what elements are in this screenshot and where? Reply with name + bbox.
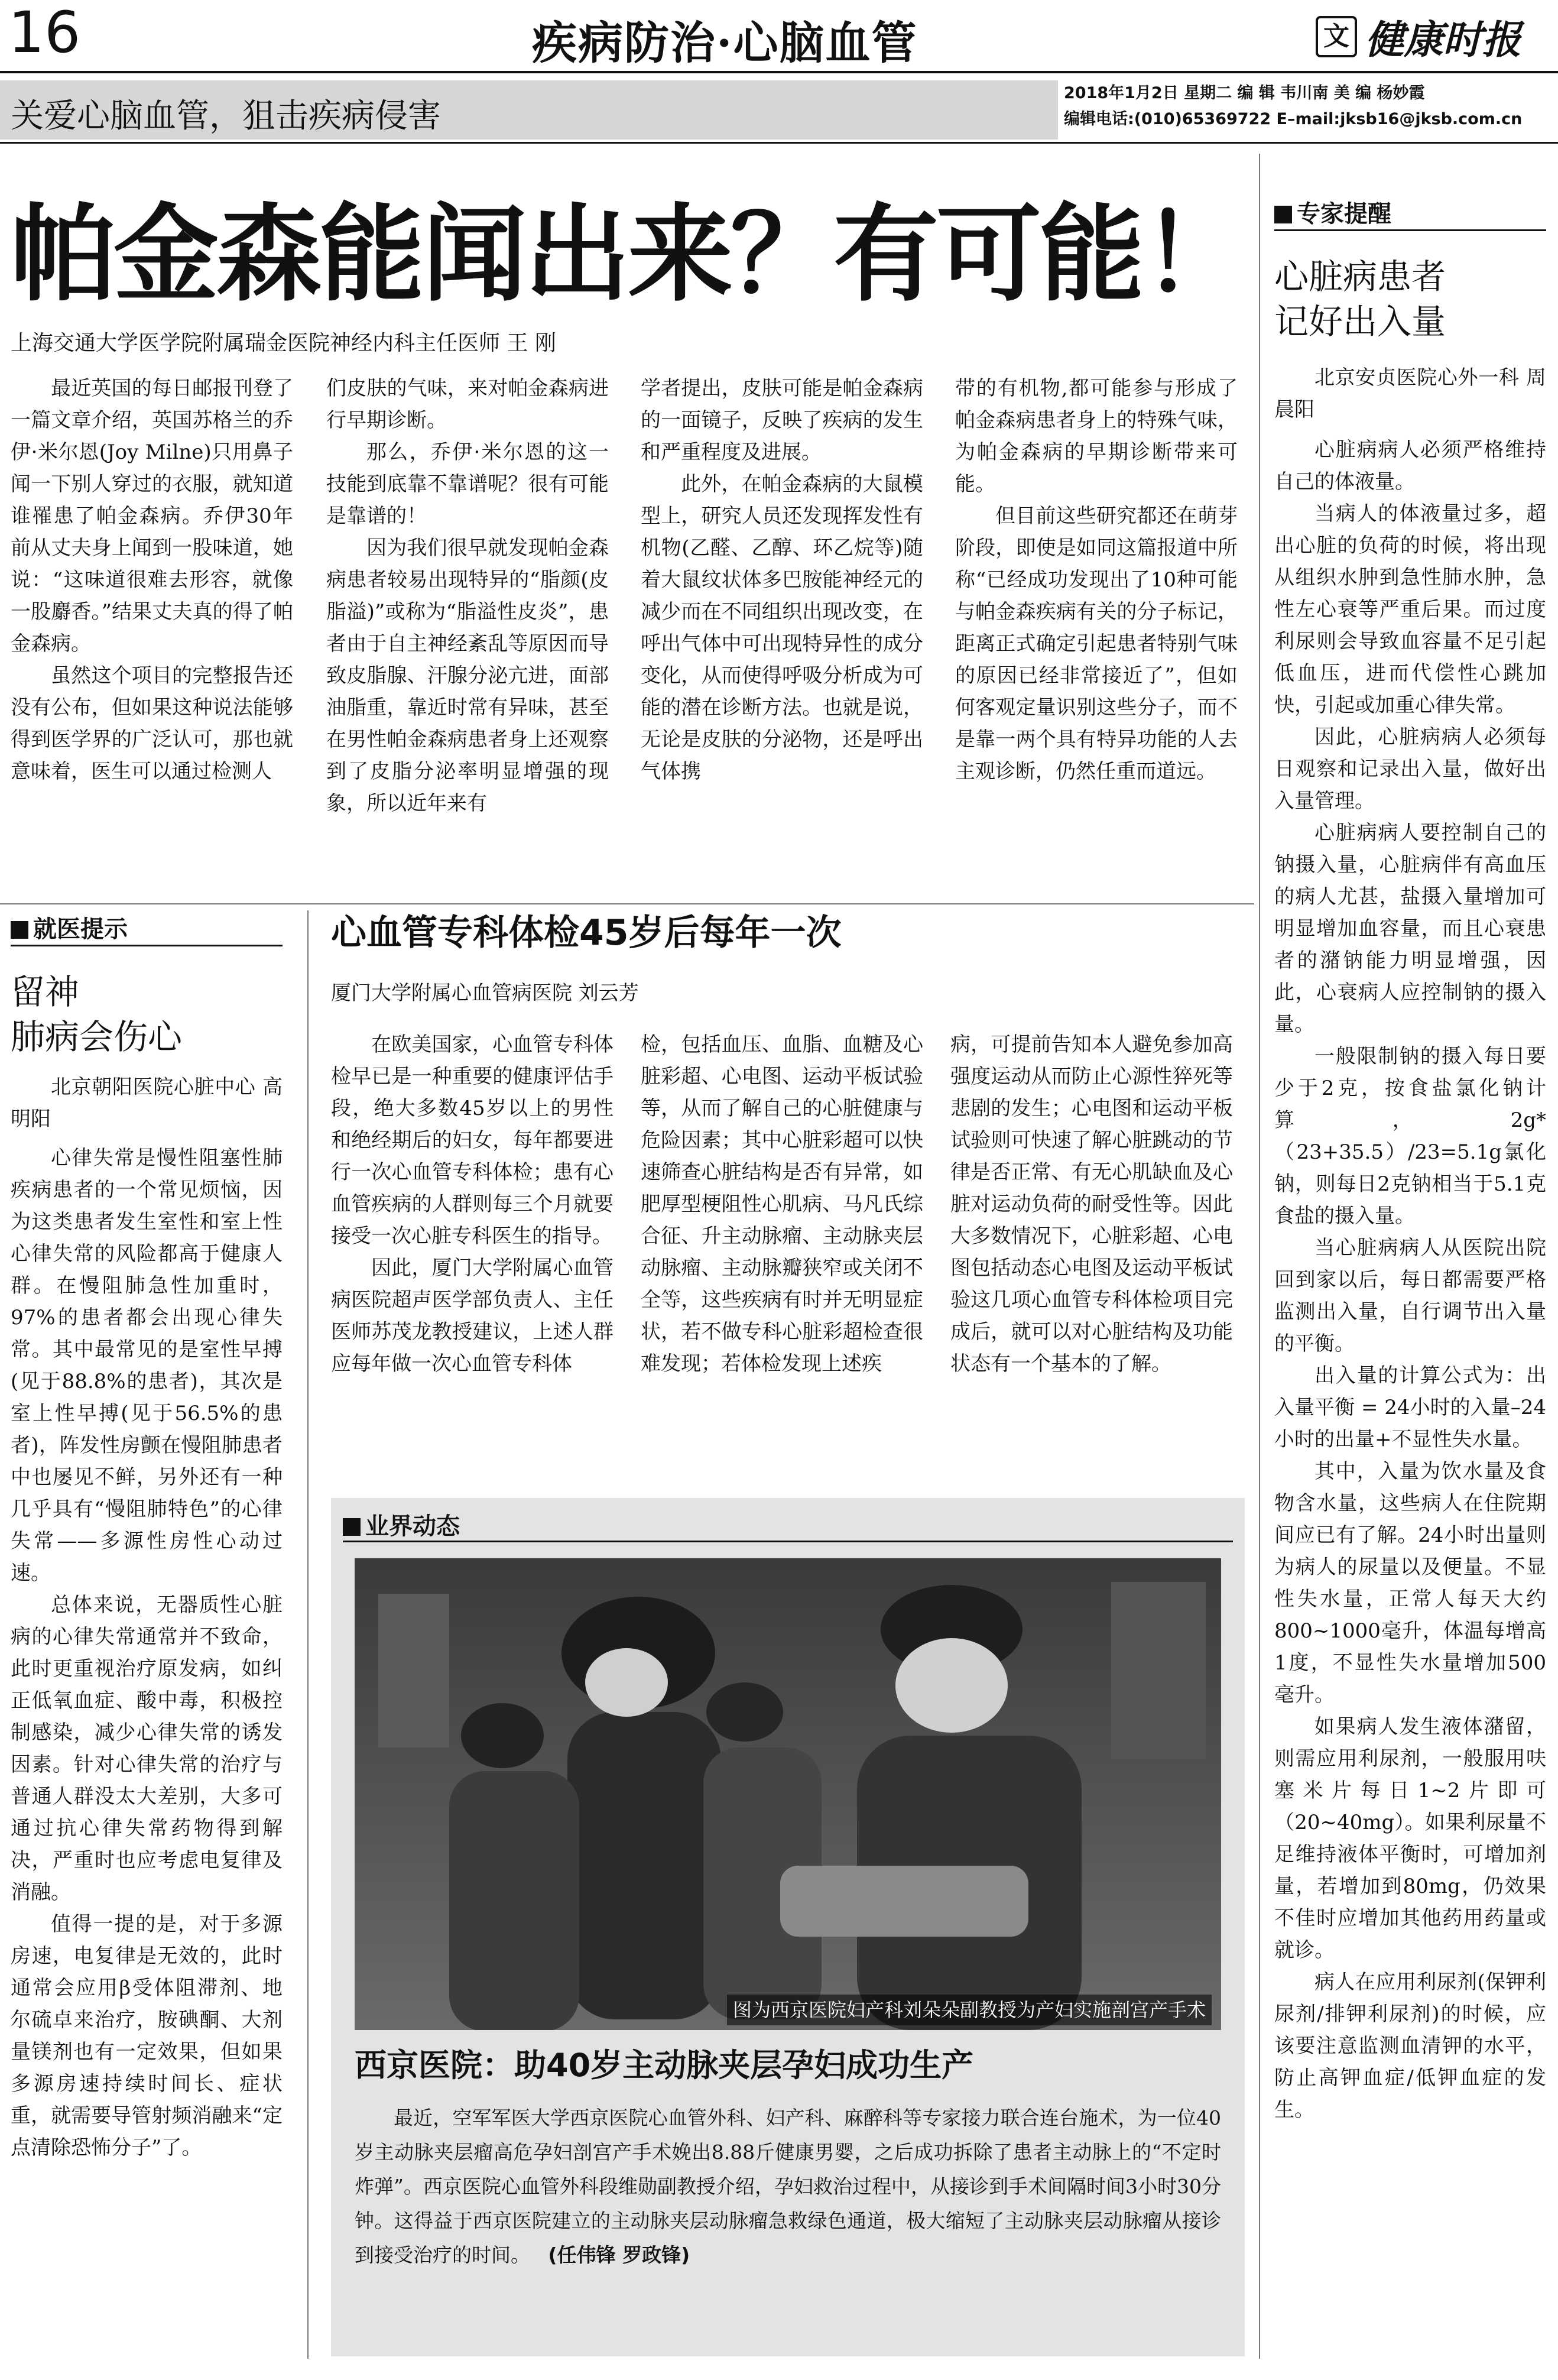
section-title: 疾病防治·心脑血管 xyxy=(532,17,918,69)
expert-paragraph: 一般限制钠的摄入每日要少于2克，按食盐氯化钠计算，2g*（23+35.5）/23=5.1g氯化钠，则每日2克钠相当于5.1克食盐的摄入量。 xyxy=(1274,1045,1546,1228)
industry-news-paragraph xyxy=(355,2101,1221,2272)
logo-text: 健康时报 xyxy=(1365,17,1521,63)
main-paragraph: 虽然这个项目的完整报告还没有公布，但如果这种说法能够得到医学界的广泛认可，那也就意味着，医生可以通过检测人 xyxy=(11,664,293,783)
main-column-2 xyxy=(326,372,609,893)
checkup-column-3 xyxy=(950,1029,1233,1478)
main-paragraph: 因为我们很早就发现帕金森病患者较易出现特异的“脂颜(皮脂溢)”或称为“脂溢性皮炎”，患者由于自主神经紊乱等原因而导致皮脂腺、汗腺分泌亢进，面部油脂重，靠近时常有异味，甚至在男性帕金森病患者身上还观察到了皮脂分泌率明显增强的现象，所以近年来有 xyxy=(326,536,609,815)
expert-paragraph: 当心脏病病人从医院出院回到家以后，每日都需要严格监测出入量，自行调节出入量的平衡。 xyxy=(1274,1236,1546,1356)
main-column-4 xyxy=(955,372,1238,893)
expert-tip-rule xyxy=(1274,229,1546,231)
main-paragraph: 们皮肤的气味，来对帕金森病进行早期诊断。 xyxy=(326,377,609,432)
header-top-rule xyxy=(0,71,1558,73)
expert-tip-body xyxy=(1274,434,1546,2355)
checkup-paragraph: 检，包括血压、血脂、血糖及心脏彩超、心电图、运动平板试验等，从而了解自己的心脏健康与危险因素；其中心脏彩超可以快速筛查心脏结构是否有异常，如肥厚型梗阻性心肌病、马凡氏综合征、升主动脉瘤、主动脉夹层动脉瘤、主动脉瓣狭窄或关闭不全等，这些疾病有时并无明显症状，若不做专科心脏彩超检查很难发现；若体检发现上述疾 xyxy=(641,1033,923,1376)
medical-tip-body xyxy=(11,1142,283,2360)
industry-news-headline: 西京医院：助40岁主动脉夹层孕妇成功生产 xyxy=(355,2047,974,2084)
page-number: 16 xyxy=(8,0,81,66)
byline-text: 北京安贞医院心外一科 周晨阳 xyxy=(1274,366,1546,421)
main-article-bottom-rule xyxy=(0,903,1254,904)
newspaper-logo xyxy=(1316,8,1521,63)
expert-paragraph: 当病人的体液量过多，超出心脏的负荷的时候，将出现从组织水肿到急性肺水肿，急性左心衰等严重后果。而过度利尿则会导致血容量不足引起低血压，进而代偿性心跳加快，引起或加重心律失常。 xyxy=(1274,502,1546,717)
sidebar-divider xyxy=(1259,154,1260,2359)
checkup-paragraph: 在欧美国家，心血管专科体检早已是一种重要的健康评估手段，绝大多数45岁以上的男性和绝经期后的妇女，每年都要进行一次心血管专科体检；患有心血管疾病的人群则每三个月就要接受一次心脏专科医生的指导。 xyxy=(331,1033,614,1248)
expert-paragraph: 如果病人发生液体潴留，则需应用利尿剂，一般服用呋塞米片每日1~2片即可（20~40mg）。如果利尿量不足维持液体平衡时，可增加剂量，若增加到80mg，仍效果不佳时应增加其他药用药量或就诊。 xyxy=(1274,1715,1546,1962)
medical-tip-headline xyxy=(11,969,182,1059)
headline-line: 心脏病患者 xyxy=(1274,257,1446,297)
checkup-byline: 厦门大学附属心血管病医院 刘云芳 xyxy=(331,981,639,1005)
expert-paragraph: 心脏病病人必须严格维持自己的体液量。 xyxy=(1274,438,1546,494)
expert-paragraph: 病人在应用利尿剂(保钾利尿剂/排钾利尿剂)的时候，应该要注意监测血清钾的水平，防止高钾血症/低钾血症的发生。 xyxy=(1274,1970,1546,2122)
expert-paragraph: 出入量的计算公式为：出入量平衡 = 24小时的入量–24小时的出量+不显性失水量。 xyxy=(1274,1364,1546,1451)
section-square-icon xyxy=(1274,206,1292,223)
industry-news-body xyxy=(355,2101,1221,2349)
expert-tip-label: 专家提醒 xyxy=(1274,195,1391,229)
checkup-column-1 xyxy=(331,1029,614,1478)
expert-paragraph: 其中，入量为饮水量及食物含水量，这些病人在住院期间应已有了解。24小时出量则为病人的尿量以及便量。不显性失水量，正常人每天大约800~1000毫升，体温每增高1度，不显性失水量增加500毫升。 xyxy=(1274,1460,1546,1707)
checkup-paragraph: 因此，厦门大学附属心血管病医院超声医学部负责人、主任医师苏茂龙教授建议，上述人群应每年做一次心血管专科体 xyxy=(331,1256,614,1376)
industry-news-credit: (任伟锋 罗政锋) xyxy=(548,2243,690,2266)
expert-paragraph: 因此，心脏病病人必须每日观察和记录出入量，做好出入量管理。 xyxy=(1274,725,1546,813)
section-square-icon xyxy=(11,921,28,939)
section-square-icon xyxy=(343,1518,361,1536)
surgery-photo-image xyxy=(355,1558,1221,2030)
industry-news-label: 业界动态 xyxy=(343,1507,460,1541)
byline-text: 北京朝阳医院心脏中心 高明阳 xyxy=(11,1075,283,1131)
header-slogan-band xyxy=(0,80,1058,140)
medical-paragraph: 总体来说，无器质性心脏病的心律失常通常并不致命，此时更重视治疗原发病，如纠正低氧血症、酸中毒，积极控制感染，减少心律失常的诱发因素。针对心律失常的治疗与普通人群没太大差别，大多可通过抗心律失常药物得到解决，严重时也应考虑电复律及消融。 xyxy=(11,1593,283,1904)
logo-mark-icon: 文 xyxy=(1316,16,1357,57)
surgery-photo xyxy=(355,1558,1221,2030)
main-column-1 xyxy=(11,372,293,893)
photo-caption: 图为西京医院妇产科刘朵朵副教授为产妇实施剖宫产手术 xyxy=(727,1995,1212,2025)
medical-paragraph: 心律失常是慢性阻塞性肺疾病患者的一个常见烦恼，因为这类患者发生室性和室上性心律失常的风险都高于健康人群。在慢阻肺急性加重时，97%的患者都会出现心律失常。其中最常见的是室性早搏(见于88.8%的患者)，其次是室上性早搏(见于56.5%的患者)，阵发性房颤在慢阻肺患者中也屡见不鲜，另外还有一种几乎具有“慢阻肺特色”的心律失常——多源性房性心动过速。 xyxy=(11,1146,283,1585)
issue-info xyxy=(1064,80,1554,132)
medical-tip-byline xyxy=(11,1071,283,1135)
main-paragraph: 但目前这些研究都还在萌芽阶段，即使是如同这篇报道中所称“已经成功发现出了10种可能与帕金森疾病有关的分子标记，距离正式确定引起患者特别气味的原因已经非常接近了”，但如何客观定量识别这些分子，而不是靠一两个具有特异功能的人去主观诊断，仍然任重而道远。 xyxy=(955,504,1238,783)
expert-tip-byline xyxy=(1274,362,1546,426)
main-headline: 帕金森能闻出来？有可能！ xyxy=(11,192,1245,316)
checkup-column-2 xyxy=(641,1029,923,1478)
expert-paragraph: 心脏病病人要控制自己的钠摄入量，心脏病伴有高血压的病人尤甚，盐摄入量增加可明显增加血容量，而且心衰患者的潴钠能力明显增强，因此，心衰病人应控制钠的摄入量。 xyxy=(1274,821,1546,1036)
checkup-headline: 心血管专科体检45岁后每年一次 xyxy=(331,912,842,954)
medical-tip-rule xyxy=(11,945,283,946)
industry-news-rule xyxy=(343,1541,1233,1542)
main-paragraph: 学者提出，皮肤可能是帕金森病的一面镜子，反映了疾病的发生和严重程度及进展。 xyxy=(641,377,923,464)
slogan: 关爱心脑血管，狙击疾病侵害 xyxy=(11,97,441,135)
contact-line: 编辑电话:(010)65369722 E–mail:jksb16@jksb.com.cn xyxy=(1064,110,1523,128)
main-column-3 xyxy=(641,372,923,893)
main-byline: 上海交通大学医学院附属瑞金医院神经内科主任医师 王 刚 xyxy=(11,331,556,355)
headline-line: 记好出入量 xyxy=(1274,301,1446,342)
date-line: 2018年1月2日 星期二 编 辑 韦川南 美 编 杨妙霞 xyxy=(1064,84,1425,102)
main-paragraph: 最近英国的每日邮报刊登了一篇文章介绍，英国苏格兰的乔伊·米尔恩(Joy Milne)只用鼻子闻一下别人穿过的衣服，就知道谁罹患了帕金森病。乔伊30年前从丈夫身上闻到一股味道，她说：“这味道很难去形容，就像一股麝香。”结果丈夫真的得了帕金森病。 xyxy=(11,377,293,656)
header-bottom-rule xyxy=(0,142,1558,144)
industry-news-text: 最近，空军军医大学西京医院心血管外科、妇产科、麻醉科等专家接力联合连台施术，为一位40岁主动脉夹层瘤高危孕妇剖宫产手术娩出8.88斤健康男婴，之后成功拆除了患者主动脉上的“不定时炸弹”。西京医院心血管外科段维勋副教授介绍，孕妇救治过程中，从接诊到手术间隔时间3小时30分钟。这得益于西京医院建立的主动脉夹层动脉瘤急救绿色通道，极大缩短了主动脉夹层动脉瘤从接诊到接受治疗的时间。 xyxy=(355,2106,1221,2266)
medical-paragraph: 值得一提的是，对于多源房速，电复律是无效的，此时通常会应用β受体阻滞剂、地尔硫卓来治疗，胺碘酮、大剂量镁剂也有一定效果，但如果多源房速持续时间长、症状重，就需要导管射频消融来“定点清除恐怖分子”了。 xyxy=(11,1912,283,2159)
left-column-divider xyxy=(307,910,309,2359)
headline-line: 留神 xyxy=(11,972,80,1012)
main-paragraph: 此外，在帕金森病的大鼠模型上，研究人员还发现挥发性有机物(乙醛、乙醇、环乙烷等)随着大鼠纹状体多巴胺能神经元的减少而在不同组织出现改变，在呼出气体中可出现特异性的成分变化，从而使得呼吸分析成为可能的潜在诊断方法。也就是说，无论是皮肤的分泌物，还是呼出气体携 xyxy=(641,472,923,783)
checkup-paragraph: 病，可提前告知本人避免参加高强度运动从而防止心源性猝死等悲剧的发生；心电图和运动平板试验则可快速了解心脏跳动的节律是否正常、有无心肌缺血及心脏对运动负荷的耐受性等。因此大多数情况下，心脏彩超、心电图包括动态心电图及运动平板试验这几项心血管专科体检项目完成后，就可以对心脏结构及功能状态有一个基本的了解。 xyxy=(950,1033,1233,1376)
headline-line: 肺病会伤心 xyxy=(11,1017,183,1057)
medical-tip-label: 就医提示 xyxy=(11,910,128,944)
expert-tip-headline xyxy=(1274,254,1446,344)
main-paragraph: 带的有机物,都可能参与形成了帕金森病患者身上的特殊气味，为帕金森病的早期诊断带来可能。 xyxy=(955,377,1238,496)
main-paragraph: 那么，乔伊·米尔恩的这一技能到底靠不靠谱呢？很有可能是靠谱的！ xyxy=(326,440,609,528)
